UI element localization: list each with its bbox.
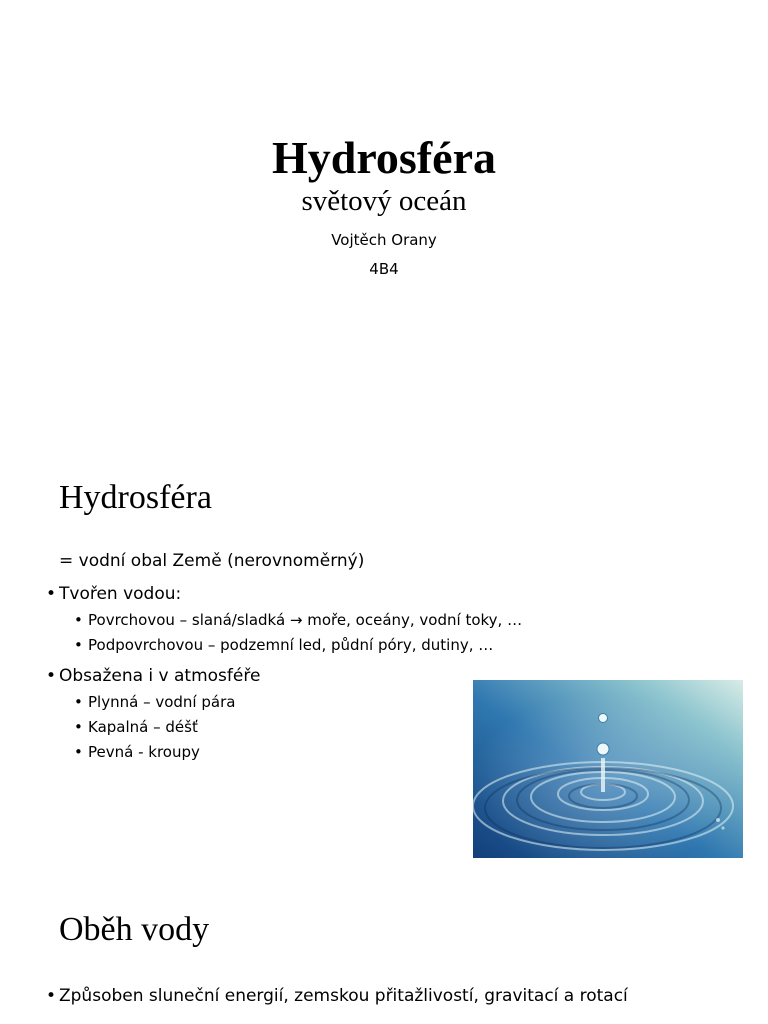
bullet-icon: •: [74, 611, 83, 629]
hydrosphere-slide: [0, 450, 768, 880]
list-item: [46, 985, 628, 1007]
water-drop-image: [473, 680, 743, 858]
sub-list-item-text: Plynná – vodní pára: [88, 693, 236, 711]
bullet-icon: •: [74, 636, 83, 654]
bullet-icon: •: [46, 666, 57, 686]
slide-heading: Oběh vody: [59, 911, 210, 948]
sub-list-item-text: Povrchovou – slaná/sladká → moře, oceány, vodní toky, …: [88, 611, 523, 629]
sub-list-item: [74, 692, 236, 712]
sub-list-item: [74, 635, 494, 655]
list-item-text: Způsoben sluneční energií, zemskou přitažlivostí, gravitací a rotací: [59, 986, 628, 1006]
bullet-icon: •: [74, 743, 83, 761]
title-slide: [0, 0, 768, 430]
bullet-icon: •: [74, 693, 83, 711]
bullet-icon: •: [46, 986, 57, 1006]
slide-title: Hydrosféra: [271, 132, 496, 183]
sub-list-item: [74, 717, 198, 737]
class-label: 4B4: [369, 260, 399, 278]
sub-list-item-text: Kapalná – déšť: [88, 718, 198, 736]
slide-subtitle: světový oceán: [301, 185, 467, 217]
list-item-text: Tvořen vodou:: [59, 584, 182, 604]
list-item: [46, 665, 261, 687]
definition-text: = vodní obal Země (nerovnoměrný): [59, 551, 365, 571]
water-cycle-slide: [0, 900, 768, 1024]
sub-list-item-text: Pevná - kroupy: [88, 743, 200, 761]
list-item: [46, 583, 182, 605]
list-item-text: Obsažena i v atmosféře: [59, 666, 261, 686]
sub-list-item-text: Podpovrchovou – podzemní led, půdní póry, dutiny, …: [88, 636, 494, 654]
sub-list-item: [74, 610, 523, 630]
author-name: Vojtěch Orany: [331, 231, 437, 249]
sub-list-item: [74, 742, 200, 762]
bullet-icon: •: [46, 584, 57, 604]
bullet-icon: •: [74, 718, 83, 736]
slide-heading: Hydrosféra: [59, 479, 212, 516]
